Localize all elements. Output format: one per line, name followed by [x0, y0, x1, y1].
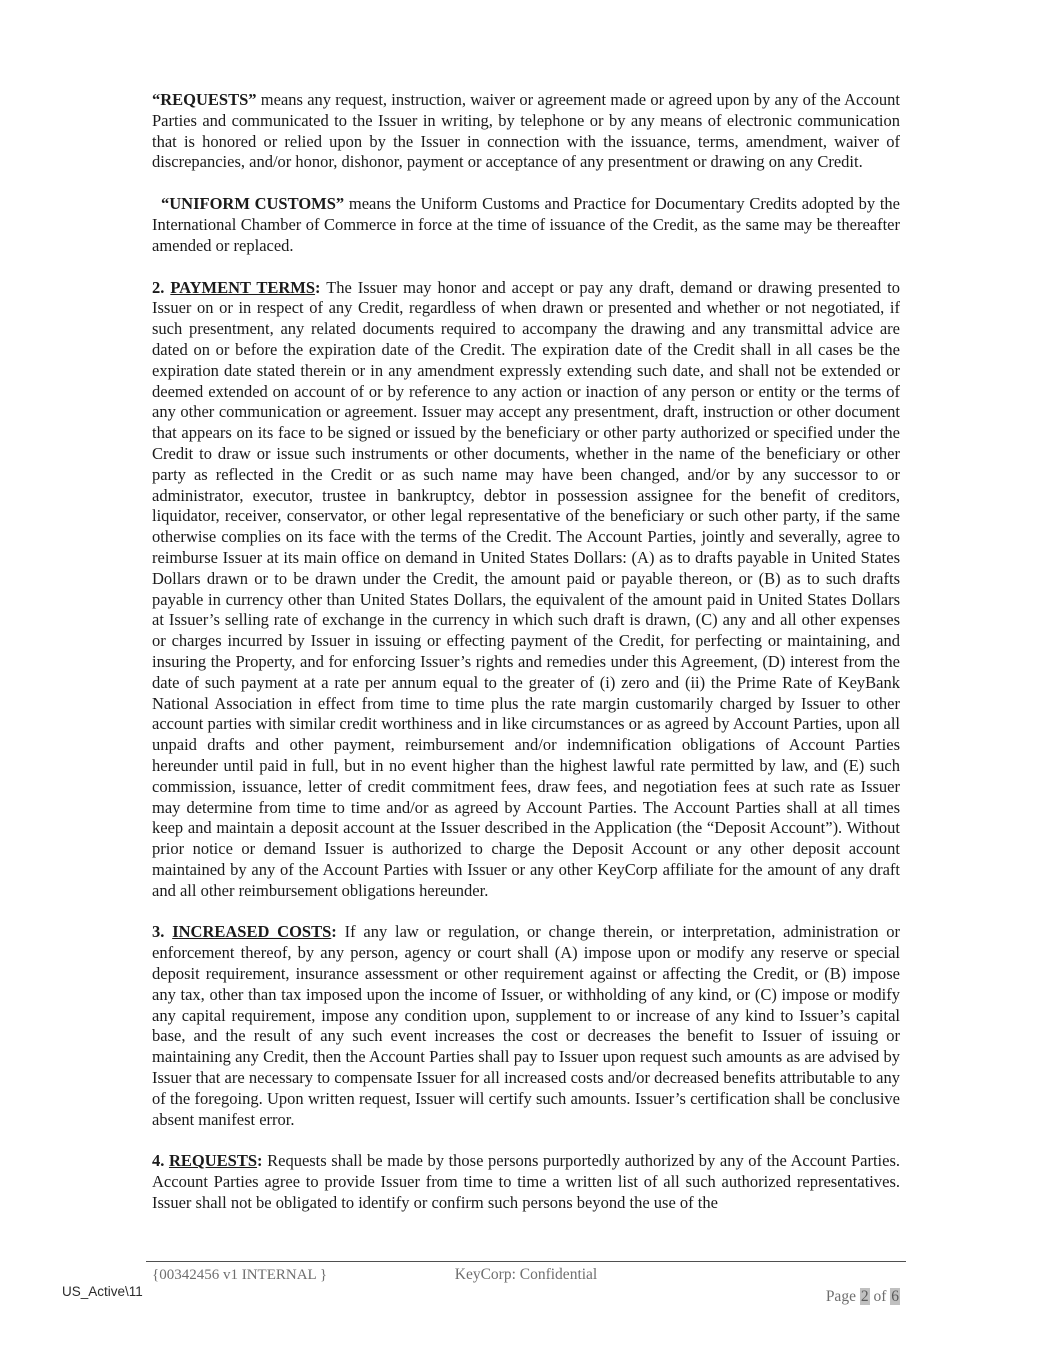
section-body: If any law or regulation, or change therein, or interpretation, administration or enforcement thereof, by any person, agency or court shall (A) impose upon or modify any reserve or special deposit requirement, insurance assessment or other requirement against or affecting the Credit, or (B) impose any tax, other than tax imposed upon the income of Issuer, or withholding of any kind, or (C) impose or modify any capital requirement, impose any condition upon, supplement to or increase of any kind to Issuer’s capital base, and the result of any such event increases the cost or decreases the benefit to Issuer of issuing or maintaining any Credit, then the Account Parties shall pay to Issuer upon request such amounts as are advised by Issuer that are necessary to compensate Issuer for all increased costs and/or decreased benefits attributable to any of the foregoing. Upon written request, Issuer will certify such amounts. Issuer’s certification shall be conclusive absent manifest error.	[152, 922, 901, 1129]
footer-side-label: US_Active\11	[62, 1284, 143, 1299]
page-word: Page	[825, 1288, 856, 1305]
section-number: 2.	[152, 277, 165, 297]
section-number: 4.	[152, 1151, 165, 1171]
definition-body: means the Uniform Customs and Practice for Documentary Credits adopted by the International Chamber of Commerce in force at the time of issuance of the Credit, as the same may be thereafter amended or replaced.	[152, 194, 900, 255]
page-number-field: 2	[860, 1288, 869, 1305]
document-body	[152, 90, 900, 1235]
section-title: PAYMENT TERMS	[170, 277, 316, 297]
definition-paragraph-requests	[152, 90, 900, 173]
section-paragraph-payment-terms	[152, 278, 900, 902]
footer-classification: KeyCorp: Confidential	[454, 1266, 598, 1283]
section-body: The Issuer may honor and accept or pay any draft, demand or drawing presented to Issuer on or in respect of any Credit, regardless of when drawn or presented and whether or not negotiated, if such presentment, any related documents required to accompany the drawing and any transmittal advice are dated on or before the expiration date of the Credit. The expiration date of the Credit shall in all cases be the expiration date stated therein or in any amendment expressly extending such date, and shall not be extended or deemed extended on account of or by reference to any action or inaction of any person or entity or the terms of any other communication or agreement. Issuer may accept any presentment, draft, instruction or other document that appears on its face to be signed or issued by the beneficiary or other party authorized or specified under the Credit to draw or issue such instruments or other documents, whether in the name of the beneficiary or other party as reflected in the Credit or as such name may have been changed, and/or by any successor to or administrator, executor, trustee in bankruptcy, debtor in possession assignee for the benefit of creditors, liquidator, receiver, conservator, or other legal representative of the beneficiary or such other party, if the same otherwise complies on its face with the terms of the Credit. The Account Parties, jointly and severally, agree to reimburse Issuer at its main office on demand in United States Dollars: (A) as to drafts payable in United States Dollars drawn or to be drawn under the Credit, the amount paid or payable thereon, or (B) as to such drafts payable in currency other than United States Dollars, the equivalent of the amount paid in United States Dollars at Issuer’s selling rate of exchange in the currency in which such draft is drawn, (C) any and all other expenses or charges incurred by Issuer in issuing or effecting payment of the Credit, for perfecting or maintaining, and insuring the Property, and for enforcing Issuer’s rights and remedies under this Agreement, (D) interest from the date of such payment at a rate per annum equal to the greater of (i) zero and (ii) the Prime Rate of KeyBank National Association in effect from time to time plus the rate margin customarily charged by Issuer to other account parties with similar credit worthiness and in like circumstances or as agreed by Account Parties, upon all unpaid drafts and other payment, reimbursement and/or indemnification obligations of Account Parties hereunder until paid in full, but in no event higher than the highest lawful rate permitted by law, and (E) such commission, issuance, letter of credit commitment fees, draw fees, and negotiation fees at such rate as Issuer may determine from time to time and/or as agreed by Account Parties. The Account Parties shall at all times keep and maintain a deposit account at the Issuer described in the Application (the “Deposit Account”). Without prior notice or demand Issuer is authorized to charge the Deposit Account or any other deposit account maintained by any of the Account Parties with Issuer or any other KeyCorp affiliate for the amount of any draft and all other reimbursement obligations hereunder.	[152, 277, 901, 900]
defined-term: “REQUESTS”	[152, 90, 257, 109]
definition-body: means any request, instruction, waiver or agreement made or agreed upon by any of the Account Parties and communicated to the Issuer in writing, by telephone or by any means of electronic communication that is honored or relied upon by the Issuer in connection with the issuance, terms, amendment, waiver of discrepancies, and/or honor, dishonor, payment or acceptance of any presentment or drawing on any Credit.	[152, 90, 900, 172]
section-colon: :	[331, 922, 337, 942]
section-colon: :	[257, 1151, 263, 1171]
defined-term: “UNIFORM CUSTOMS”	[161, 194, 345, 214]
footer-doc-code: {00342456 v1 INTERNAL }	[152, 1267, 328, 1283]
section-paragraph-increased-costs	[152, 922, 900, 1130]
section-paragraph-requests	[152, 1151, 900, 1213]
definition-paragraph-uniform-customs	[152, 194, 900, 256]
section-title: INCREASED COSTS	[172, 922, 332, 942]
of-word: of	[873, 1288, 887, 1305]
section-title: REQUESTS	[168, 1151, 258, 1171]
section-colon: :	[315, 277, 321, 297]
page-indicator	[826, 1288, 900, 1306]
section-body: Requests shall be made by those persons purportedly authorized by any of the Account Parties. Account Parties agree to provide Issuer from time to time a written list of all such authorized representatives. Issuer shall not be obligated to identify or confirm such persons beyond the use of the	[152, 1151, 900, 1213]
page-count-field: 6	[891, 1288, 899, 1305]
footer-divider	[146, 1261, 906, 1262]
section-number: 3.	[152, 922, 165, 942]
